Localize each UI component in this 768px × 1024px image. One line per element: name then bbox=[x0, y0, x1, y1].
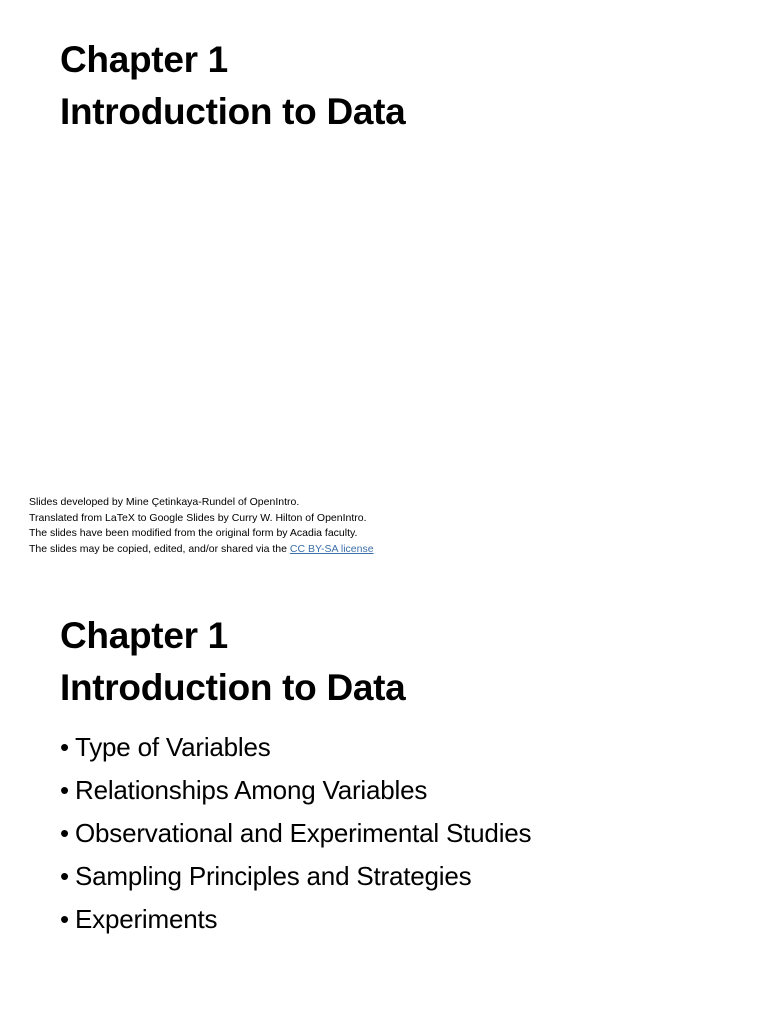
bullet-icon: • bbox=[60, 732, 69, 762]
list-item bbox=[60, 726, 531, 769]
bullet-icon: • bbox=[60, 775, 69, 805]
list-item-text: Sampling Principles and Strategies bbox=[75, 861, 472, 891]
credit-line-license bbox=[29, 542, 374, 558]
bullet-icon: • bbox=[60, 904, 69, 934]
list-item bbox=[60, 898, 531, 941]
list-item bbox=[60, 812, 531, 855]
slide-title bbox=[60, 34, 405, 138]
title-line-chapter: Chapter 1 bbox=[60, 615, 228, 656]
credits-block bbox=[29, 495, 374, 557]
credit-line-authors: Slides developed by Mine Çetinkaya-Rundel of OpenIntro. bbox=[29, 496, 300, 508]
title-line-topic: Introduction to Data bbox=[60, 667, 406, 708]
bullet-icon: • bbox=[60, 861, 69, 891]
credit-line-translation: Translated from LaTeX to Google Slides by Curry W. Hilton of OpenIntro. bbox=[29, 511, 367, 524]
topic-list bbox=[60, 726, 531, 941]
outline-slide bbox=[0, 576, 768, 1024]
list-item-text: Type of Variables bbox=[75, 732, 271, 762]
list-item-text: Relationships Among Variables bbox=[75, 775, 428, 805]
license-prefix: The slides may be copied, edited, and/or shared via the bbox=[29, 542, 290, 555]
title-line-chapter: Chapter 1 bbox=[60, 39, 228, 80]
bullet-icon: • bbox=[60, 818, 69, 848]
title-line-topic: Introduction to Data bbox=[60, 91, 406, 132]
slide-title bbox=[60, 610, 405, 714]
list-item bbox=[60, 769, 531, 812]
list-item bbox=[60, 855, 531, 898]
list-item-text: Experiments bbox=[75, 904, 218, 934]
license-link[interactable]: CC BY-SA license bbox=[289, 542, 374, 555]
list-item-text: Observational and Experimental Studies bbox=[75, 818, 532, 848]
credit-line-modification: The slides have been modified from the original form by Acadia faculty. bbox=[29, 527, 358, 539]
